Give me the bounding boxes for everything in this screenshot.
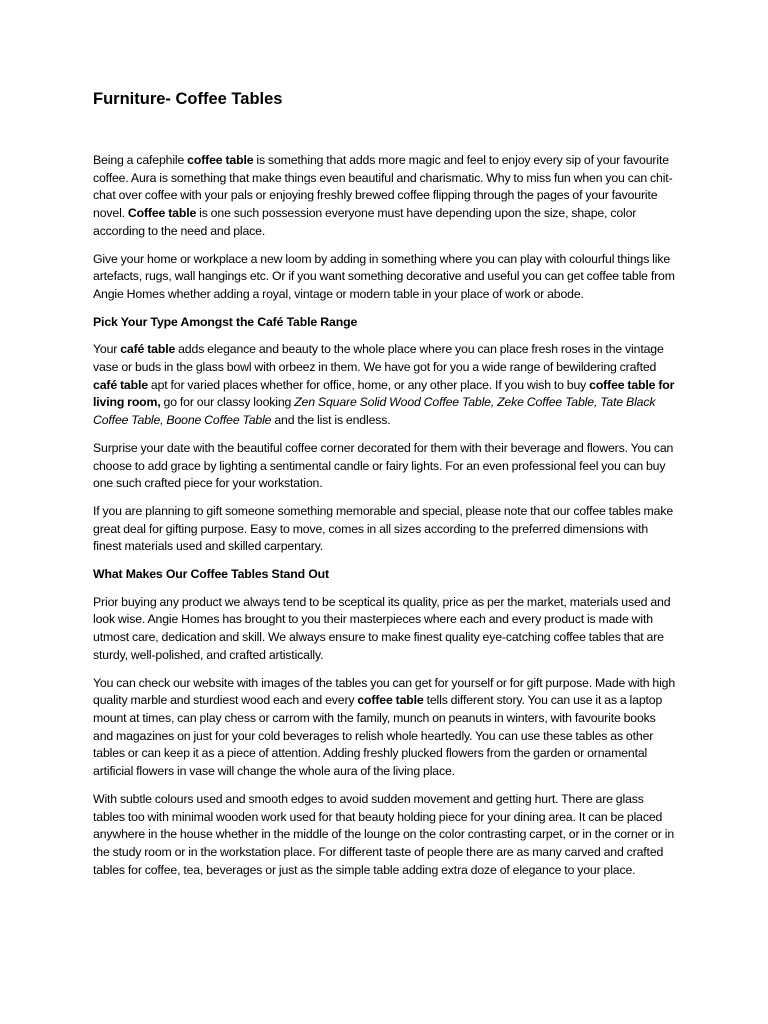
paragraph-intro — [93, 152, 678, 241]
document-page — [93, 88, 678, 889]
paragraph-surprise-date: Surprise your date with the beautiful coffee corner decorated for them with their beverage and flowers. You can choose to add grace by lighting a sentimental candle or fairy lights. For an even professional feel you can buy one such crafted piece for your workstation. — [93, 440, 674, 491]
paragraph-text: Your — [93, 342, 121, 357]
paragraph-text: is something that adds more magic and feel to enjoy every sip of your favourite coffee. Aura is something that make things even beautiful and charismatic. Why to miss fun when you can chit-chat over coffee with your pals or enjoying freshly brewed coffee flipping through the pages of your favourite novel. — [93, 153, 673, 221]
bold-keyword: café table — [93, 377, 148, 392]
bold-keyword: Coffee table — [127, 206, 197, 221]
bold-keyword: coffee table for living room, — [93, 377, 675, 410]
paragraph-text: and the list is endless. — [271, 413, 391, 428]
document-title: Furniture- Coffee Tables — [93, 90, 283, 108]
paragraph-text: Being a cafephile — [93, 153, 188, 167]
paragraph-text: go for our classy looking — [160, 395, 295, 410]
bold-keyword: coffee table — [187, 153, 254, 167]
paragraph-text: tells different story. You can use it as a laptop mount at times, can play chess or carrom with the family, munch on peanuts in winters, with favourite books and magazines on just for your cold beverages to relish whole heartedly. You can use these tables as other tables or can keep it as a piece of attention. Adding freshly plucked flowers from the garden or ornamental artificial flowers in vase will change the whole aura of the living place. — [93, 693, 663, 779]
paragraph-text: is one such possession everyone must have depending upon the size, shape, color according to the need and place. — [93, 206, 637, 238]
paragraph-cafe-table — [93, 341, 678, 430]
paragraph-website — [93, 675, 678, 781]
paragraph-text: apt for varied places whether for office, home, or any other place. If you wish to buy — [147, 377, 590, 392]
paragraph-home-workplace: Give your home or workplace a new loom by adding in something where you can play with colourful things like artefacts, rugs, wall hangings etc. Or if you want something decorative and useful you can get coffee table from Angie Homes whether adding a royal, vintage or modern table in your place of work or abode. — [93, 251, 675, 301]
paragraph-quality: Prior buying any product we always tend to be sceptical its quality, price as per the market, materials used and look wise. Angie Homes has brought to you their masterpieces where each and every product is made with utmost care, dedication and skill. We always ensure to make finest quality eye-catching coffee tables that are sturdy, well-polished, and crafted artistically. — [93, 594, 671, 662]
section-heading-cafe-table-range: Pick Your Type Amongst the Café Table Range — [93, 314, 358, 329]
paragraph-glass-tables: With subtle colours used and smooth edges to avoid sudden movement and getting hurt. There are glass tables too with minimal wooden work used for that beauty holding piece for your dining area. It can be placed anywhere in the house whether in the middle of the lounge on the color contrasting carpet, or in the corner or in the study room or in the workstation place. For different taste of people there are as many carved and crafted tables for coffee, tea, beverages or just as the simple table adding extra doze of elegance to your place. — [93, 791, 675, 877]
section-heading-stand-out: What Makes Our Coffee Tables Stand Out — [93, 567, 329, 582]
bold-keyword: coffee table — [357, 693, 424, 708]
bold-keyword: café table — [120, 342, 176, 357]
paragraph-text: You can check our website with images of the tables you can get for yourself or for gift purpose. Made with high quality marble and sturdiest wood each and every — [93, 675, 676, 708]
paragraph-text: adds elegance and beauty to the whole place where you can place fresh roses in the vintage vase or buds in the glass bowl with orbeez in them. We have got for you a wide range of bewildering crafted — [93, 342, 664, 375]
paragraph-gift: If you are planning to gift someone something memorable and special, please note that our coffee tables make great deal for gifting purpose. Easy to move, comes in all sizes according to the preferred dimensions with finest materials used and skilled carpentary. — [93, 503, 674, 554]
italic-product-list: Zen Square Solid Wood Coffee Table, Zeke Coffee Table, Tate Black Coffee Table, Boone Coffee Table — [93, 395, 656, 428]
